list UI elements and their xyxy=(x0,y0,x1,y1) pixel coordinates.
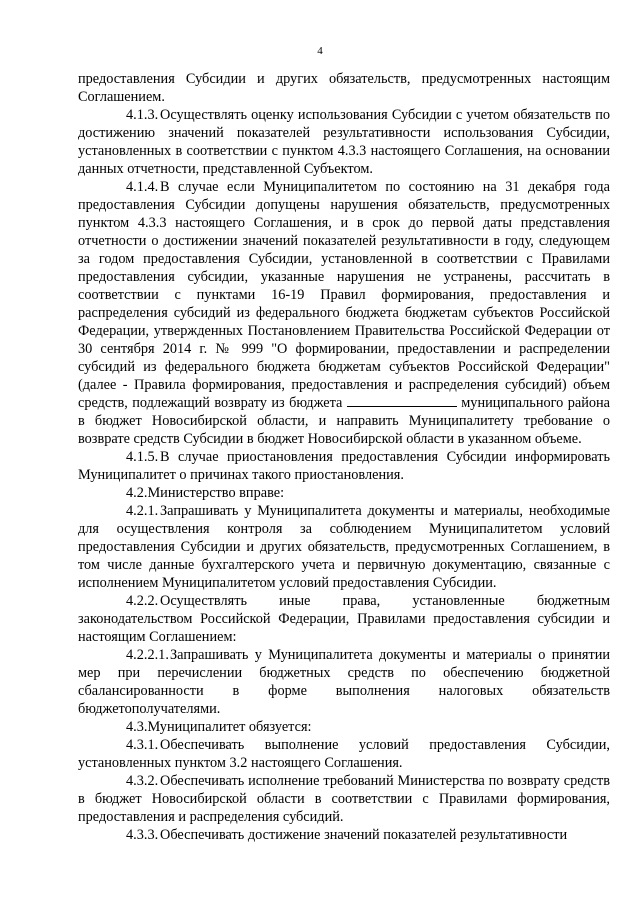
paragraph-number: 4.3.1. xyxy=(126,737,159,753)
paragraph-4-3-2 xyxy=(78,772,610,826)
paragraph-4-2 xyxy=(78,484,610,502)
paragraph-continuation xyxy=(78,70,610,106)
paragraph-text: Министерство вправе: xyxy=(147,485,285,501)
paragraph-number: 4.3.3. xyxy=(126,827,159,843)
paragraph-text: В случае если Муниципалитетом по состоянию на 31 декабря года предоставления Субсидии допущены нарушения обязательств, предусмотренных пунктом 4.3.3 настоящего Соглашения, и в срок до первой даты представления отчетности о достижении значений показателей результативности в году, следующем за годом предоставления Субсидии, установленной в соответствии с Правилами предоставления субсидии, указанные нарушения не устранены, рассчитать в соответствии с пунктами 16-19 Правил формирования, предоставления и распределения субсидий из федерального бюджета бюджетам субъектов Российской Федерации, утвержденных Постановлением Правительства Российской Федерации от 30 сентября 2014 г. № 999 "О формировании, предоставлении и распределении субсидий из федерального бюджета бюджетам субъектов Российской Федерации" (далее - Правила формирования, предоставления и распределения субсидий) объем средств, подлежащий возврату из бюджета xyxy=(78,179,610,411)
blank-field xyxy=(347,394,457,407)
paragraph-4-3-3 xyxy=(78,826,610,844)
paragraph-number: 4.1.5. xyxy=(126,449,159,465)
page-number: 4 xyxy=(317,45,323,57)
paragraph-4-1-5 xyxy=(78,448,610,484)
paragraph-4-3 xyxy=(78,718,610,736)
paragraph-text: Обеспечивать выполнение условий предоставления Субсидии, установленных пунктом 3.2 настоящего Соглашения. xyxy=(78,737,610,771)
paragraph-number: 4.3. xyxy=(126,719,148,735)
paragraph-number: 4.3.2. xyxy=(126,773,159,789)
paragraph-text-after-blank: муниципального района в бюджет Новосибирской области, и направить Муниципалитету требование о возврате средств Субсидии в бюджет Новосибирской области в указанном объеме. xyxy=(78,395,611,447)
document-body xyxy=(78,70,610,844)
paragraph-4-2-2-1 xyxy=(78,646,610,718)
paragraph-number: 4.2.2. xyxy=(126,593,159,609)
paragraph-number: 4.2.1. xyxy=(126,503,159,519)
paragraph-4-3-1 xyxy=(78,736,610,772)
paragraph-4-2-1 xyxy=(78,502,610,592)
paragraph-text: Запрашивать у Муниципалитета документы и материалы о принятии мер при перечислении бюджетных средств по обеспечению бюджетной сбалансированности в форме выполнения налоговых обязательств бюджетополучателями. xyxy=(78,647,610,717)
paragraph-text: В случае приостановления предоставления Субсидии информировать Муниципалитет о причинах такого приостановления. xyxy=(78,449,610,483)
paragraph-text: предоставления Субсидии и других обязательств, предусмотренных настоящим Соглашением. xyxy=(78,71,610,105)
paragraph-text: Осуществлять оценку использования Субсидии с учетом обязательств по достижению значений показателей результативности использования Субсидии, установленных в соответствии с пунктом 4.3.3 настоящего Соглашения, на основании данных отчетности, представленной Субъектом. xyxy=(78,107,610,177)
paragraph-4-2-2 xyxy=(78,592,610,646)
paragraph-text: Обеспечивать исполнение требований Министерства по возврату средств в бюджет Новосибирской области в соответствии с Правилами формирования, предоставления и распределения субсидий. xyxy=(78,773,610,825)
paragraph-4-1-4 xyxy=(78,178,610,448)
paragraph-text: Осуществлять иные права, установленные бюджетным законодательством Российской Федерации, Правилами предоставления субсидии и настоящим Соглашением: xyxy=(78,593,610,645)
paragraph-number: 4.1.3. xyxy=(126,107,159,123)
paragraph-text: Запрашивать у Муниципалитета документы и материалы, необходимые для осуществления контроля за соблюдением Муниципалитетом условий предоставления Субсидии и других обязательств, предусмотренных Соглашением, в том числе данные бухгалтерского учета и первичную документацию, связанные с исполнением Муниципалитетом условий предоставления Субсидии. xyxy=(78,503,610,591)
paragraph-text: Обеспечивать достижение значений показателей результативности xyxy=(160,827,568,843)
paragraph-number: 4.2.2.1. xyxy=(126,647,169,663)
paragraph-number: 4.2. xyxy=(126,485,148,501)
paragraph-text: Муниципалитет обязуется: xyxy=(147,719,312,735)
paragraph-number: 4.1.4. xyxy=(126,179,159,195)
paragraph-4-1-3 xyxy=(78,106,610,178)
